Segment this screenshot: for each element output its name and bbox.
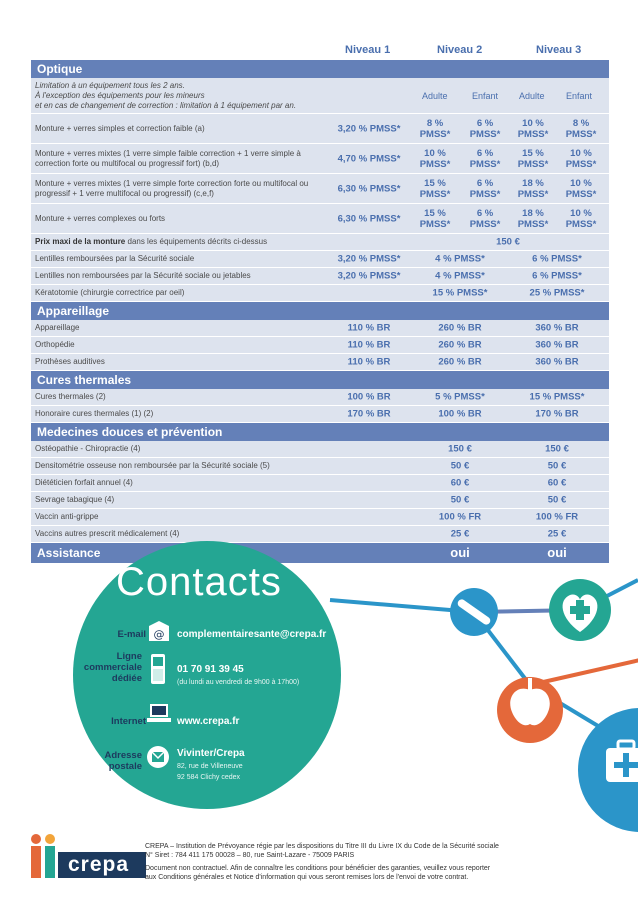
crepa-logo: crepa — [58, 852, 146, 878]
assistance-level-2: oui — [450, 545, 470, 560]
table-row: Prix maxi de la monture dans les équipements décrits ci-dessus 150 € — [31, 234, 609, 251]
assistance-level-3: oui — [547, 545, 567, 560]
sub-header-enfant-2: Enfant — [472, 90, 499, 101]
sub-header-adulte-2: Adulte — [422, 90, 448, 101]
crepa-logo-figures — [28, 832, 60, 878]
address-city: 92 584 Clichy cedex — [177, 774, 241, 781]
address-street: 82, rue de Villeneuve — [177, 763, 243, 770]
section-assistance: Assistance oui oui — [31, 543, 609, 563]
optique-intro: Limitation à un équipement tous les 2 ans. À l'exception des équipements pour les mineurs et en cas de changement de correction : limitation à 1 équipement par an. — [35, 81, 297, 110]
phone-hours: (du lundi au vendredi de 9h00 à 17h00) — [177, 679, 300, 686]
level-headers — [0, 44, 638, 60]
email-icon — [148, 620, 170, 642]
table-row: Prothèses auditives 110 % BR 260 % BR 360 % BR — [31, 354, 609, 371]
address-name: Vivinter/Crepa — [177, 748, 245, 759]
table-row: Honoraire cures thermales (1) (2) 170 % BR 100 % BR 170 % BR — [31, 406, 609, 423]
sub-header-adulte-3: Adulte — [519, 90, 545, 101]
table-row: Densitométrie osseuse non remboursée par la Sécurité sociale (5) 50 € 50 € — [31, 458, 609, 475]
letter-icon — [146, 744, 170, 770]
heart-cross-icon — [549, 579, 611, 641]
email-label: E-mail — [117, 629, 146, 640]
table-row: Monture + verres mixtes (1 verre simple forte correction forte ou multifocal ou progressif + 1 verre multifocal ou progressif) (c,e,f) 6,30 % PMSS* 15 % PMSS* 6 % PMSS* 18 % PMSS* 10 % PMSS* — [31, 174, 609, 204]
website-link[interactable]: www.crepa.fr — [177, 716, 240, 727]
first-aid-kit-icon — [578, 708, 638, 832]
footer-legal: CREPA – Institution de Prévoyance régie par les dispositions du Titre III du Livre IX du Code de la Sécurité sociale N° Siret : 784 411 175 00028 – 80, rue Saint-Lazare - 75009 PARIS — [145, 843, 499, 859]
section-appareillage: Appareillage — [31, 302, 609, 320]
table-row: Monture + verres mixtes (1 verre simple faible correction + 1 verre simple à correction forte ou multifocal ou progressif fort) (b,d) 4,70 % PMSS* 10 % PMSS* 6 % PMSS* 15 % PMSS* 10 % PMSS* — [31, 144, 609, 174]
optique-intro-row — [31, 78, 609, 114]
phone-label: Ligne commerciale dédiée — [83, 651, 142, 684]
table-row: Monture + verres simples et correction faible (a) 3,20 % PMSS* 8 % PMSS* 6 % PMSS* 10 % PMSS* 8 % PMSS* — [31, 114, 609, 144]
level-2-header: Niveau 2 — [437, 44, 483, 56]
footer-disclaimer: Document non contractuel. Afin de connaître les conditions pour bénéficier des garanties, veuillez vous reporter aux Conditions générales et Notice d'information qui vous seront remises lors de l'envoi de votre contrat. — [145, 865, 491, 881]
table-row: Cures thermales (2) 100 % BR 5 % PMSS* 15 % PMSS* — [31, 389, 609, 406]
section-cures-thermales: Cures thermales — [31, 371, 609, 389]
section-medecines-douces: Medecines douces et prévention — [31, 423, 609, 441]
connector-line — [530, 660, 638, 685]
thermometer-icon — [450, 588, 498, 636]
table-row: Vaccin anti-grippe 100 % FR 100 % FR — [31, 509, 609, 526]
svg-text:@: @ — [153, 628, 165, 641]
table-row: Lentilles remboursées par la Sécurité sociale 3,20 % PMSS* 4 % PMSS* 6 % PMSS* — [31, 251, 609, 268]
table-row: Orthopédie 110 % BR 260 % BR 360 % BR — [31, 337, 609, 354]
level-3-header: Niveau 3 — [536, 44, 582, 56]
table-row: Lentilles non remboursées par la Sécurité sociale ou jetables 3,20 % PMSS* 4 % PMSS* 6 % PMSS* — [31, 268, 609, 285]
table-row: Sevrage tabagique (4) 50 € 50 € — [31, 492, 609, 509]
table-row: Diététicien forfait annuel (4) 60 € 60 € — [31, 475, 609, 492]
guarantees-table — [31, 60, 609, 563]
address-label: Adresse postale — [104, 750, 142, 772]
level-1-header: Niveau 1 — [345, 44, 391, 56]
table-row: Kératotomie (chirurgie correctrice par oeil) 15 % PMSS* 25 % PMSS* — [31, 285, 609, 302]
sub-header-enfant-3: Enfant — [566, 90, 593, 101]
table-row: Monture + verres complexes ou forts 6,30 % PMSS* 15 % PMSS* 6 % PMSS* 18 % PMSS* 10 % PMSS* — [31, 204, 609, 234]
section-optique: Optique — [31, 60, 609, 78]
apple-icon — [497, 677, 563, 743]
table-row: Ostéopathie - Chiropractie (4) 150 € 150 € — [31, 441, 609, 458]
phone-number[interactable]: 01 70 91 39 45 — [177, 664, 244, 675]
phone-icon — [150, 653, 166, 685]
internet-label: Internet — [111, 716, 146, 727]
email-link[interactable]: complementairesante@crepa.fr — [177, 629, 327, 640]
table-row: Vaccins autres prescrit médicalement (4) 25 € 25 € — [31, 526, 609, 543]
contacts-title: Contacts — [116, 560, 282, 604]
laptop-icon — [146, 702, 172, 724]
table-row: Appareillage 110 % BR 260 % BR 360 % BR — [31, 320, 609, 337]
